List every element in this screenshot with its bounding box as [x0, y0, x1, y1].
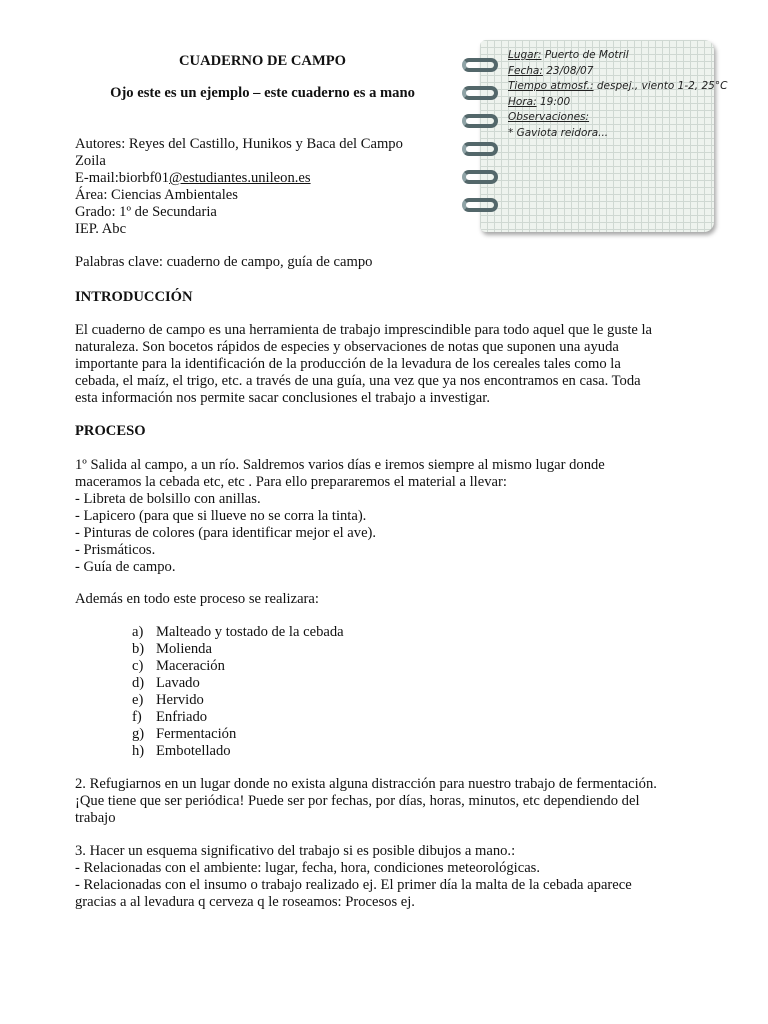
grado-line: Grado: 1º de Secundaria — [75, 204, 217, 220]
email-link[interactable]: @estudiantes.unileon.es — [169, 170, 311, 186]
keywords-line: Palabras clave: cuaderno de campo, guía de campo — [75, 254, 373, 270]
list-item: h) Embotellado — [132, 743, 231, 759]
iep-line: IEP. Abc — [75, 221, 127, 237]
notebook-hora: Hora: 19:00 — [508, 95, 571, 108]
notebook-fecha: Fecha: 23/08/07 — [508, 64, 594, 77]
material-item: - Lapicero (para que si llueve no se corra la tinta). — [75, 508, 367, 524]
intro-line: El cuaderno de campo es una herramienta de trabajo imprescindible para todo aquel que le guste la — [75, 322, 653, 338]
authors-line: Autores: Reyes del Castillo, Hunikos y Baca del Campo — [75, 136, 403, 152]
notebook-tiempo: Tiempo atmosf.: despej., viento 1-2, 25°C — [508, 80, 728, 92]
intro-line: esta información nos permite sacar conclusiones el trabajo a investigar. — [75, 390, 490, 406]
document-title: CUADERNO DE CAMPO — [178, 53, 346, 69]
material-item: - Guía de campo. — [75, 559, 176, 575]
list-item: f) Enfriado — [132, 709, 208, 725]
notebook-observacion-item: * Gaviota reidora... — [508, 126, 609, 139]
process-steps-list — [132, 624, 344, 760]
list-item: b) Molienda — [132, 641, 212, 657]
author-info — [75, 136, 445, 238]
field-notebook-image — [458, 40, 728, 234]
list-item: a) Malteado y tostado de la cebada — [132, 624, 344, 640]
proceso-step-1 — [75, 457, 715, 576]
proceso-heading: PROCESO — [75, 423, 146, 439]
ademas-line: Además en todo este proceso se realizara: — [75, 591, 319, 607]
list-item: g) Fermentación — [132, 726, 237, 742]
proceso-line: ¡Que tiene que ser periódica! Puede ser por fechas, por días, horas, minutos, etc dependiendo del — [75, 793, 640, 809]
list-item: e) Hervido — [132, 692, 204, 708]
spiral-ring-icon — [462, 58, 498, 72]
proceso-line: 1º Salida al campo, a un río. Saldremos varios días e iremos siempre al mismo lugar donde — [75, 457, 605, 473]
proceso-line: - Relacionadas con el ambiente: lugar, fecha, hora, condiciones meteorológicas. — [75, 860, 541, 876]
proceso-line: trabajo — [75, 810, 116, 826]
intro-line: cebada, el maíz, el trigo, etc. a través de una guía, una vez que ya nos encontramos en casa. Toda — [75, 373, 641, 389]
email-prefix: E-mail:biorbf01 — [75, 170, 170, 186]
notebook-observaciones: Observaciones: — [508, 111, 590, 123]
intro-line: naturaleza. Son bocetos rápidos de especies y observaciones de notas que suponen una ayuda — [75, 339, 619, 355]
spiral-ring-icon — [462, 142, 498, 156]
spiral-ring-icon — [462, 114, 498, 128]
document-subtitle: Ojo este es un ejemplo – este cuaderno es a mano — [110, 85, 415, 101]
material-item: - Libreta de bolsillo con anillas. — [75, 491, 261, 507]
proceso-line: 2. Refugiarnos en un lugar donde no exista alguna distracción para nuestro trabajo de fermentación. — [75, 776, 657, 792]
authors-line-continued: Zoila — [75, 153, 106, 169]
material-item: - Prismáticos. — [75, 542, 156, 558]
intro-heading: INTRODUCCIÓN — [75, 289, 193, 305]
proceso-step-2 — [75, 776, 715, 827]
proceso-line: 3. Hacer un esquema significativo del trabajo si es posible dibujos a mano.: — [75, 843, 516, 859]
intro-line: importante para la identificación de la producción de la levadura de los cereales tales como la — [75, 356, 621, 372]
spiral-ring-icon — [462, 170, 498, 184]
proceso-line: maceramos la cebada etc, etc . Para ello prepararemos el material a llevar: — [75, 474, 507, 490]
proceso-step-3 — [75, 843, 715, 911]
intro-paragraph — [75, 322, 715, 407]
area-line: Área: Ciencias Ambientales — [75, 187, 238, 203]
spiral-ring-icon — [462, 198, 498, 212]
list-item: c) Maceración — [132, 658, 225, 674]
proceso-line: - Relacionadas con el insumo o trabajo realizado ej. El primer día la malta de la cebada aparece — [75, 877, 632, 893]
email-line — [75, 170, 445, 187]
material-item: - Pinturas de colores (para identificar mejor el ave). — [75, 525, 377, 541]
notebook-lugar: Lugar: Puerto de Motril — [508, 49, 629, 61]
notebook-entries — [508, 48, 728, 141]
proceso-line: gracias a al levadura q cerveza q le roseamos: Procesos ej. — [75, 894, 415, 910]
spiral-ring-icon — [462, 86, 498, 100]
list-item: d) Lavado — [132, 675, 200, 691]
